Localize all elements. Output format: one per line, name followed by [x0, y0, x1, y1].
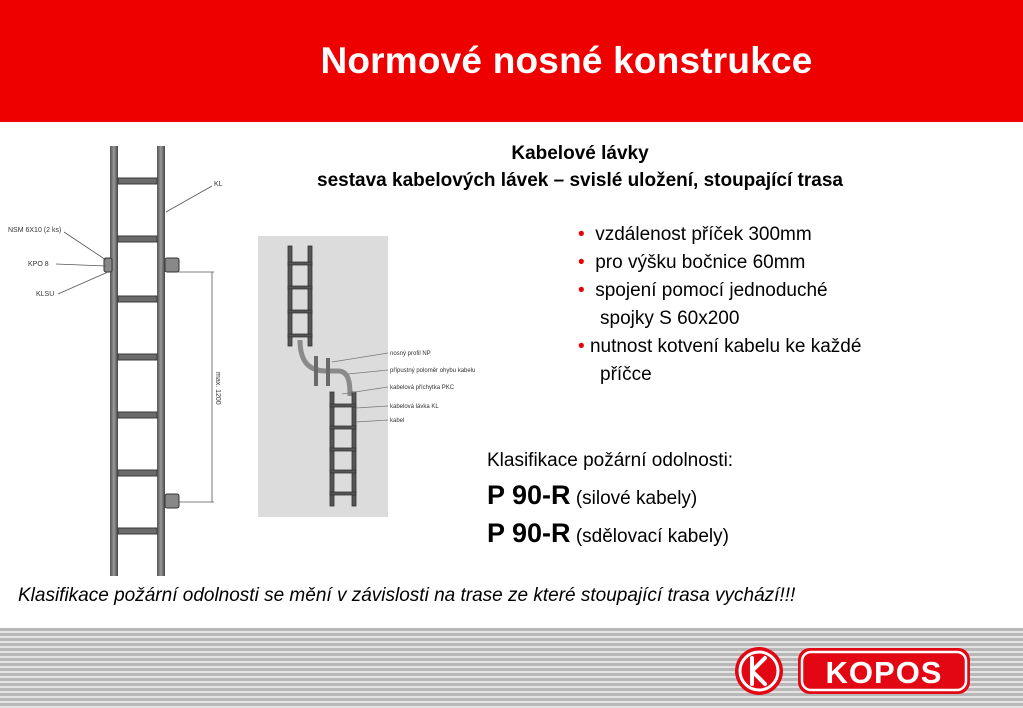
page-title: Normové nosné konstrukce [320, 40, 813, 81]
ladder-rung [118, 296, 157, 302]
ladder-drawing [0, 140, 250, 580]
subtitle-line-1: Kabelové lávky [511, 143, 649, 164]
header-bar [0, 0, 1023, 122]
label-kl: KL [214, 181, 223, 188]
label-max: max. 1200 [214, 372, 221, 405]
feature-list [578, 221, 998, 389]
ladder-rung [118, 412, 157, 418]
ladder-rail-right [157, 146, 165, 576]
warning-note: Klasifikace požární odolnosti se mění v závislosti na trase ze které stoupající trasa vychází!!! [18, 585, 796, 606]
photo-label-cable: kabel [390, 418, 405, 424]
list-item: • vzdálenost příček 300mm [578, 224, 812, 245]
list-item: spojky S 60x200 [600, 308, 740, 329]
leader-lines [56, 186, 214, 502]
photo-label-bend: přípustný poloměr ohybu kabelu [390, 368, 476, 374]
label-nsm: NSM 6X10 (2 ks) [8, 227, 62, 234]
installation-photo [258, 236, 498, 518]
fire-desc: (silové kabely) [575, 488, 698, 509]
ladder-rungs [118, 178, 157, 534]
ladder-rung [118, 354, 157, 360]
ladder-rung [118, 528, 157, 534]
bracket-right-lower [165, 494, 179, 508]
photo-background [258, 236, 388, 517]
kopos-logo [732, 642, 974, 700]
fire-row [487, 516, 987, 554]
fire-row [487, 478, 987, 516]
ladder-rung [118, 470, 157, 476]
fire-classification [487, 444, 987, 554]
list-item: • spojení pomocí jednoduché [578, 280, 828, 301]
fire-heading: Klasifikace požární odolnosti: [487, 450, 734, 471]
bracket-right [165, 258, 179, 272]
fire-code: P 90-R [487, 518, 571, 548]
bracket-left [104, 258, 112, 272]
kopos-emblem-icon [735, 647, 783, 695]
list-item: příčce [600, 364, 652, 385]
kopos-wordmark: KOPOS [825, 655, 943, 690]
photo-label-kl: kabelová lávka KL [390, 404, 439, 410]
fire-code: P 90-R [487, 480, 571, 510]
subtitle-line-2: sestava kabelových lávek – svislé uložení, stoupající trasa [317, 170, 843, 191]
ladder-rung [118, 236, 157, 242]
label-kpo: KPO 8 [28, 261, 49, 268]
section-subtitle [240, 140, 920, 194]
photo-label-np: nosný profil NP [390, 351, 431, 357]
label-klsu: KLSU [36, 291, 55, 298]
ladder-rail-left [110, 146, 118, 576]
photo-label-pkc: kabelová příchytka PKC [390, 385, 455, 391]
list-item: • nutnost kotvení kabelu ke každé [578, 336, 862, 357]
list-item: • pro výšku bočnice 60mm [578, 252, 806, 273]
fire-desc: (sdělovací kabely) [575, 526, 729, 547]
ladder-rung [118, 178, 157, 184]
